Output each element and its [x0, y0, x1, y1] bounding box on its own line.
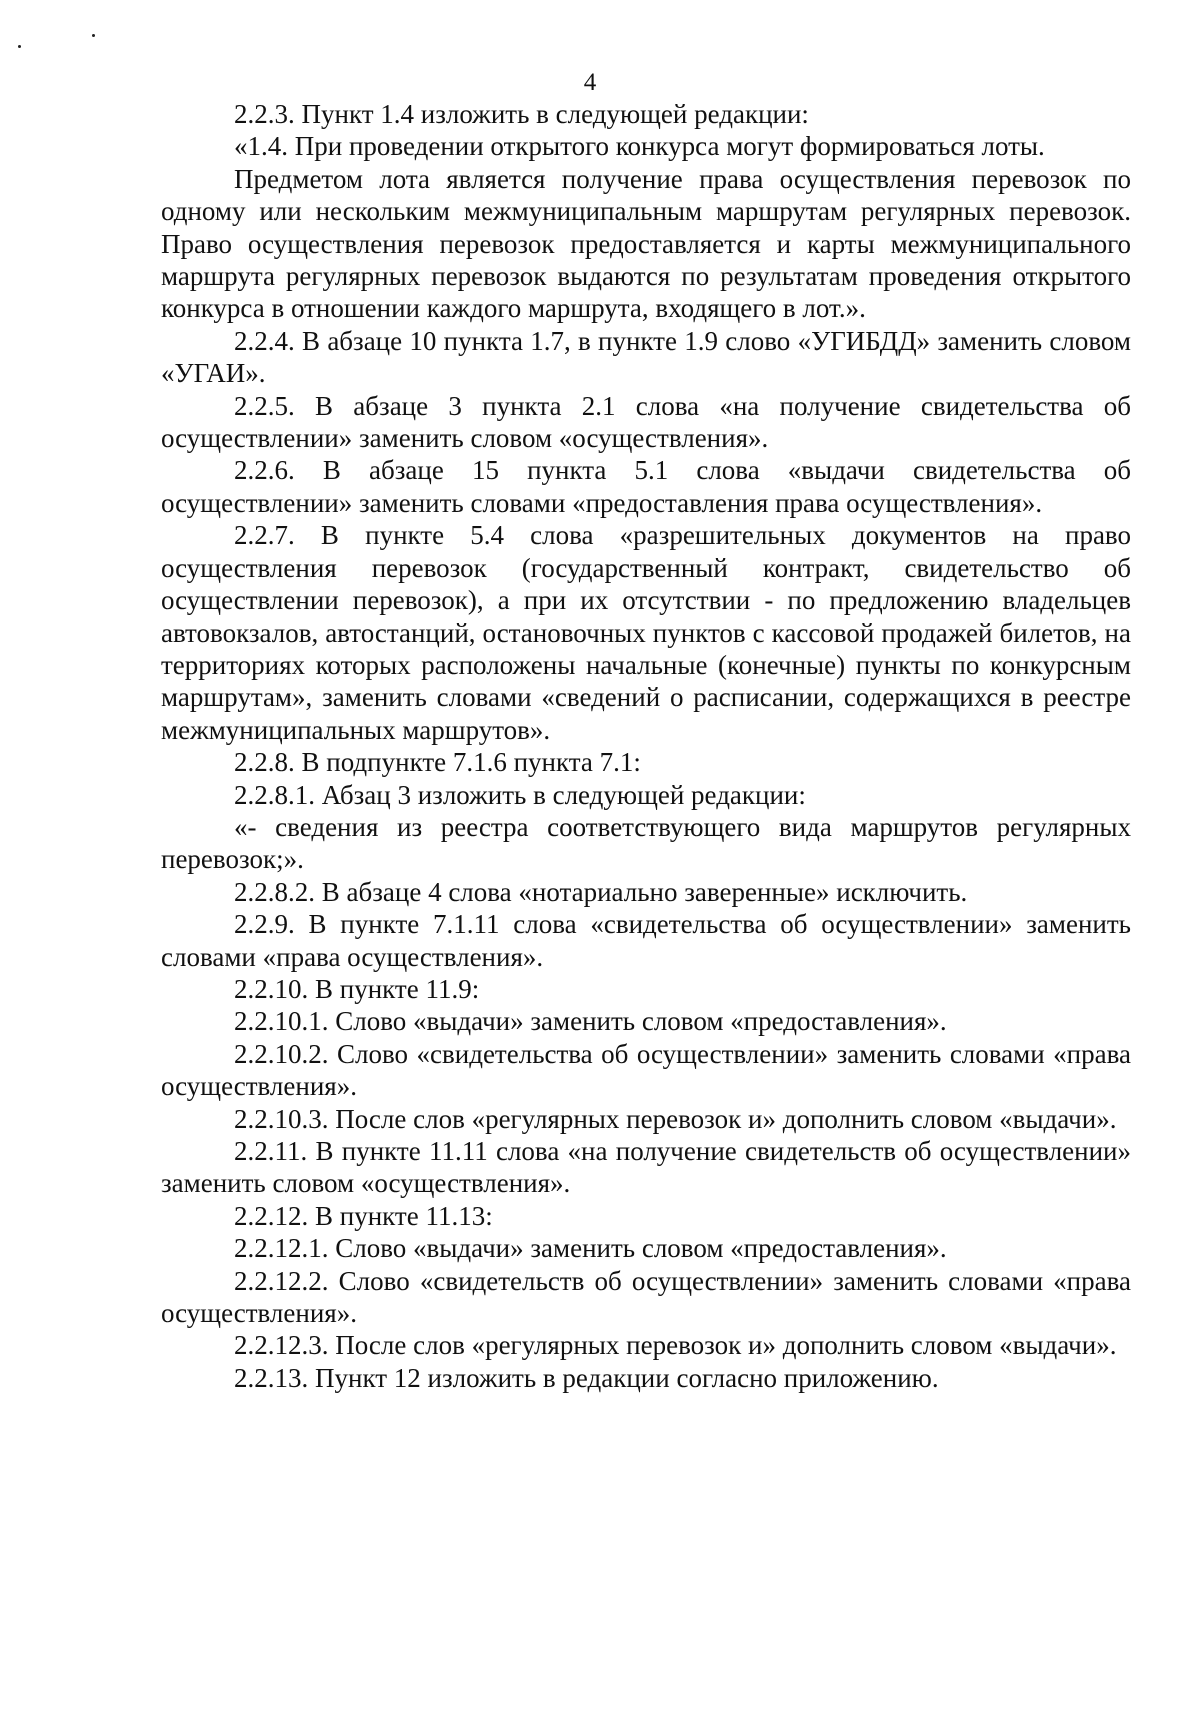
paragraph: 2.2.12.1. Слово «выдачи» заменить словом «предоставления». [234, 1233, 947, 1264]
paragraph: 2.2.3. Пункт 1.4 изложить в следующей редакции: [234, 99, 809, 129]
paragraph: 2.2.5. В абзаце 3 пункта 2.1 слова «на получение свидетельства об осуществлении» заменить словом «осуществления». [161, 390, 1131, 454]
paragraph: 2.2.10. В пункте 11.9: [234, 973, 480, 1004]
paragraph: 2.2.12.2. Слово «свидетельств об осуществлении» заменить словами «права осуществления». [161, 1265, 1131, 1329]
paragraph: 2.2.11. В пункте 11.11 слова «на получение свидетельств об осуществлении» заменить словом «осуществления». [161, 1136, 1131, 1199]
paragraph: 2.2.4. В абзаце 10 пункта 1.7, в пункте 1.9 слово «УГИБДД» заменить словом «УГАИ». [161, 325, 1131, 389]
paragraph: 2.2.8. В подпункте 7.1.6 пункта 7.1: [234, 747, 641, 778]
paragraph: «- сведения из реестра соответствующего вида маршрутов регулярных перевозок;». [161, 811, 1131, 875]
scan-speck [92, 34, 95, 37]
paragraph: 2.2.8.1. Абзац 3 изложить в следующей редакции: [234, 779, 806, 810]
paragraph: «1.4. При проведении открытого конкурса могут формироваться лоты. [234, 131, 1045, 162]
page-number: 4 [583, 69, 597, 96]
scan-speck [18, 45, 21, 48]
paragraph: 2.2.12. В пункте 11.13: [234, 1200, 493, 1231]
paragraph: 2.2.7. В пункте 5.4 слова «разрешительных документов на право осуществления перевозок (государственный контракт, свидетельство об осуществлении перевозок), а при их отсутствии - по предложению владельцев автовокзалов, автостанций, остановочных пунктов с кассовой продажей билетов, на территориях которых расположены начальные (конечные) пункты по конкурсным маршрутам», заменить словами «сведений о расписании, содержащихся в реестре межмуниципальных маршрутов». [161, 520, 1131, 745]
paragraph: 2.2.13. Пункт 12 изложить в редакции согласно приложению. [234, 1362, 939, 1393]
paragraph: 2.2.10.2. Слово «свидетельства об осуществлении» заменить словами «права осуществления». [161, 1038, 1131, 1102]
paragraph: 2.2.12.3. После слов «регулярных перевозок и» дополнить словом «выдачи». [234, 1330, 1117, 1361]
paragraph: 2.2.10.3. После слов «регулярных перевозок и» дополнить словом «выдачи». [234, 1103, 1117, 1134]
paragraph: Предметом лота является получение права осуществления перевозок по одному или нескольким межмуниципальным маршрутам регулярных перевозок. Право осуществления перевозок предоставляется и карты межмуниципального маршрута регулярных перевозок выдаются по результатам проведения открытого конкурса в отношении каждого маршрута, входящего в лот.». [161, 163, 1131, 324]
document-body [161, 98, 1131, 1394]
paragraph: 2.2.10.1. Слово «выдачи» заменить словом «предоставления». [234, 1006, 947, 1037]
paragraph: 2.2.9. В пункте 7.1.11 слова «свидетельства об осуществлении» заменить словами «права осуществления». [161, 909, 1131, 972]
paragraph: 2.2.6. В абзаце 15 пункта 5.1 слова «выдачи свидетельства об осуществлении» заменить словами «предоставления права осуществления». [161, 455, 1131, 518]
paragraph: 2.2.8.2. В абзаце 4 слова «нотариально заверенные» исключить. [234, 876, 968, 907]
